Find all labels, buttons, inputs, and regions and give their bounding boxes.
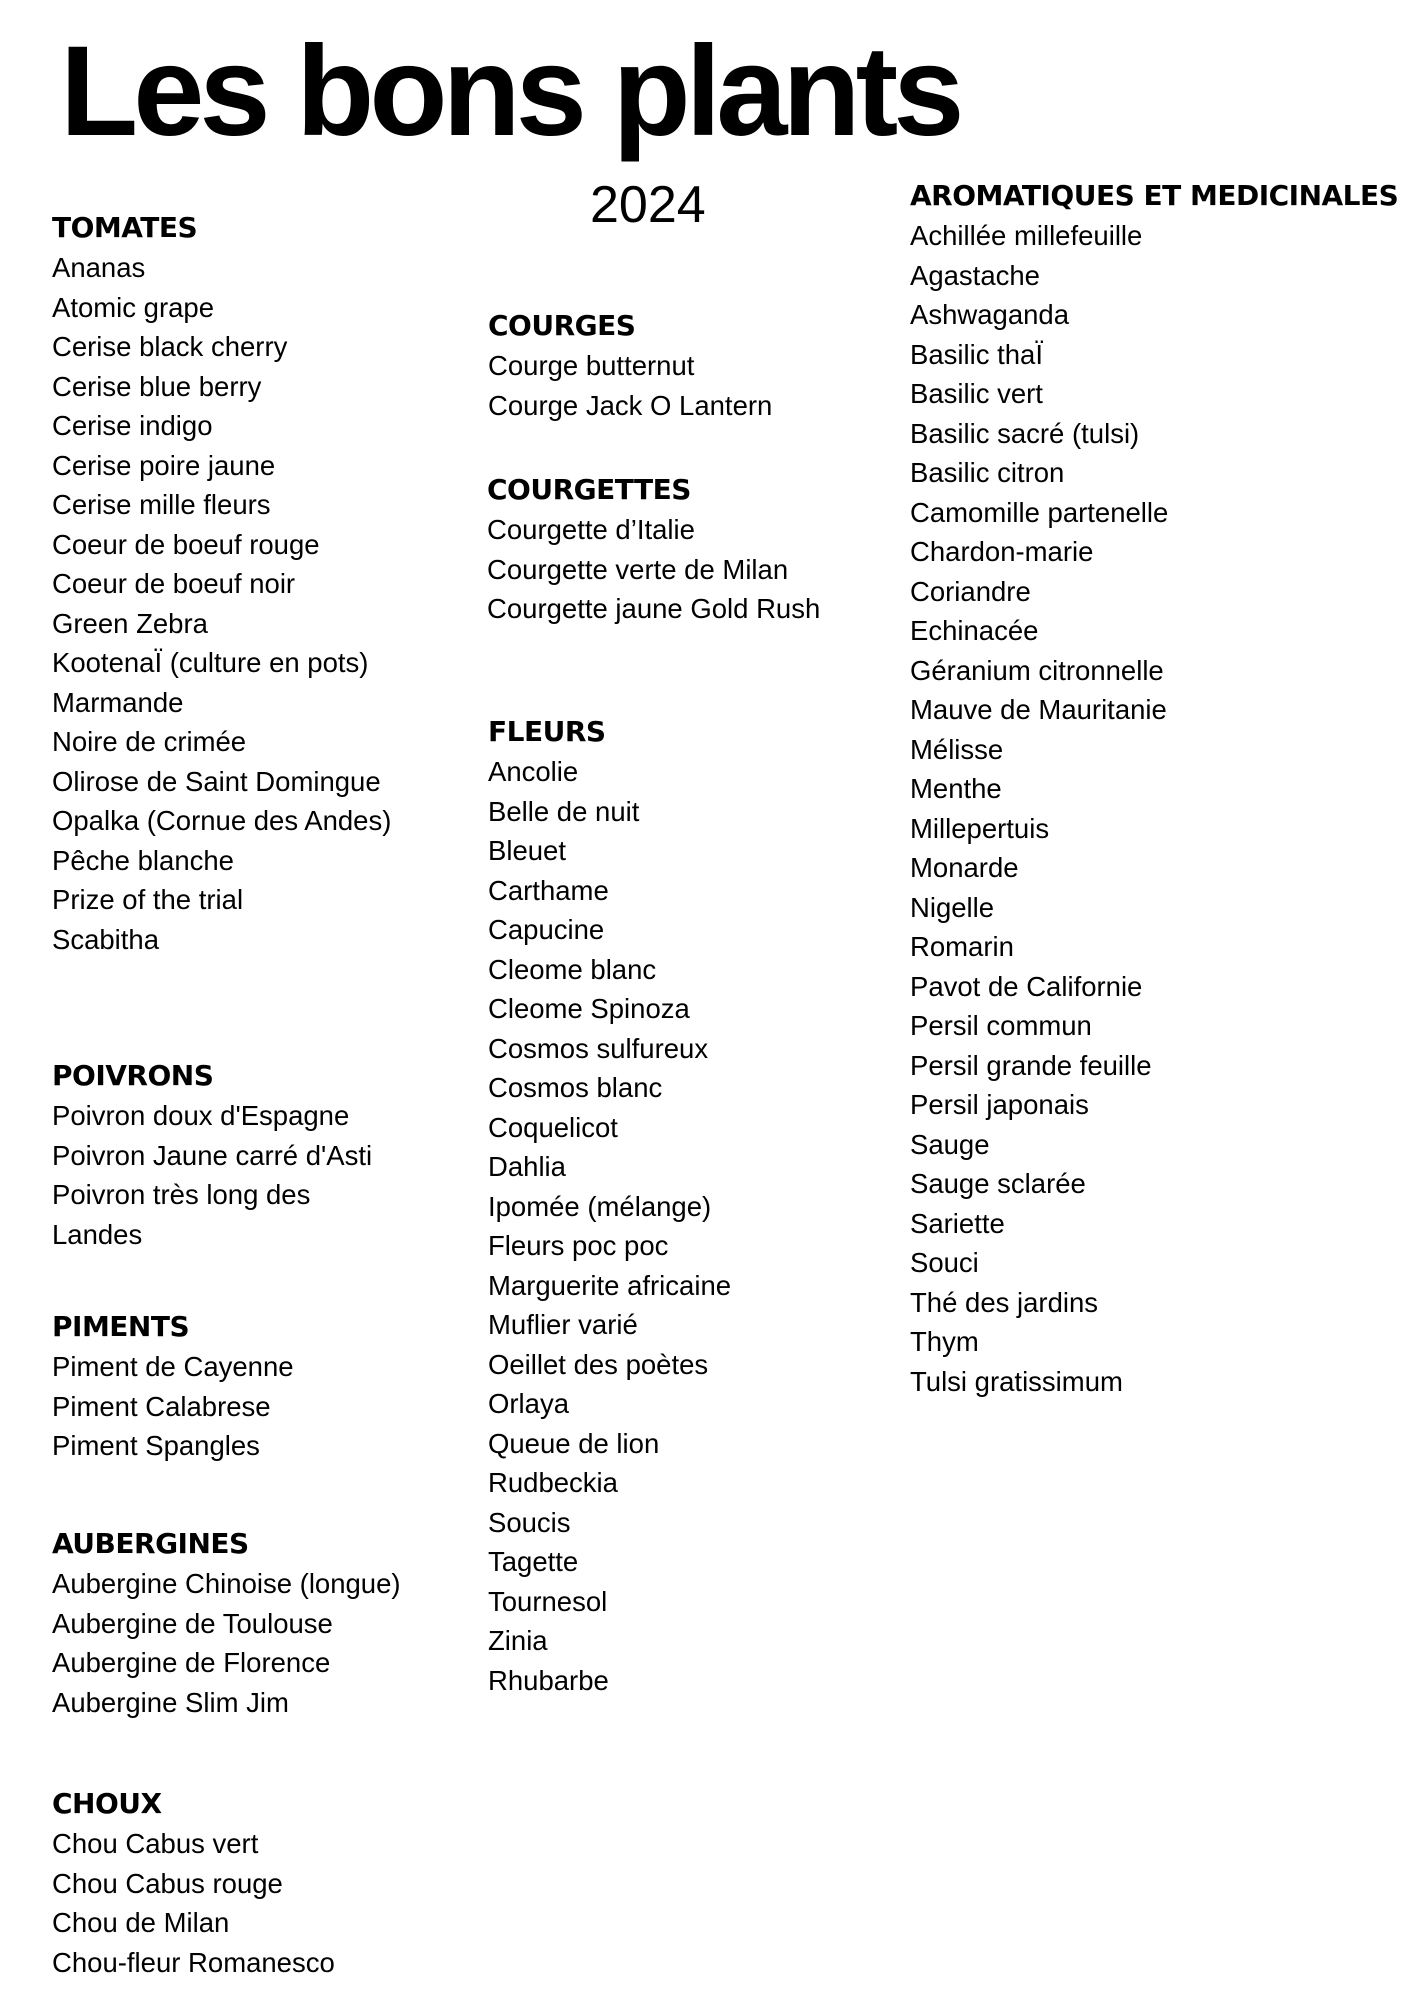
plant-list-choux (52, 1824, 335, 1982)
list-item: Capucine (488, 914, 605, 945)
list-item: Persil japonais (910, 1089, 1089, 1120)
list-item: Poivron très long des Landes (52, 1179, 311, 1250)
list-item: Oeillet des poètes (488, 1348, 709, 1380)
list-item: Prize of the trial (52, 884, 244, 915)
list-item: Coeur de boeuf rouge (52, 528, 320, 560)
list-item: Orlaya (488, 1388, 569, 1419)
list-item: Aubergine Slim Jim (52, 1686, 289, 1718)
list-item: Sauge sclarée (910, 1168, 1086, 1199)
list-item: Opalka (Cornue des Andes) (52, 805, 392, 836)
list-item: Aubergine de Florence (52, 1647, 331, 1678)
section-heading-fleurs: FLEURS (488, 715, 606, 748)
list-item: Coeur de boeuf noir (52, 568, 296, 599)
list-item: Ananas (52, 252, 146, 283)
list-item: Dahlia (488, 1151, 566, 1182)
list-item: Basilic thaÏ (910, 338, 1043, 370)
list-item: Achillée millefeuille (910, 220, 1143, 251)
list-item: Agastache (910, 259, 1040, 291)
list-item: Sauge (910, 1128, 990, 1160)
plant-list-courges (488, 346, 772, 425)
list-item: Chou de Milan (52, 1907, 230, 1938)
list-item: Ipomée (mélange) (488, 1190, 712, 1222)
list-item: Soucis (488, 1506, 571, 1538)
list-item: Aubergine Chinoise (longue) (52, 1568, 401, 1599)
list-item: Courgette verte de Milan (487, 553, 789, 585)
list-item: KootenaÏ (culture en pots) (52, 647, 369, 678)
list-item: Aubergine de Toulouse (52, 1607, 333, 1639)
year-label: 2024 (590, 176, 706, 234)
section-aromatiques (910, 176, 1398, 1401)
plant-list-courgettes (487, 510, 820, 629)
list-item: Pêche blanche (52, 844, 234, 876)
section-fleurs (488, 712, 731, 1700)
list-item: Millepertuis (910, 812, 1050, 844)
list-item: Monarde (910, 852, 1019, 883)
section-heading-courgettes: COURGETTES (487, 473, 691, 506)
list-item: Nigelle (910, 891, 995, 923)
list-item: Camomille partenelle (910, 496, 1169, 528)
list-item: Poivron Jaune carré d'Asti (52, 1139, 373, 1171)
section-heading-aubergines: AUBERGINES (52, 1527, 249, 1560)
list-item: Tournesol (488, 1585, 608, 1617)
plant-list-aubergines (52, 1564, 401, 1722)
list-item: Cerise blue berry (52, 370, 262, 402)
list-item: Coquelicot (488, 1111, 618, 1143)
list-item: Cleome Spinoza (488, 993, 690, 1024)
list-item: Basilic vert (910, 378, 1043, 409)
list-item: Cosmos sulfureux (488, 1032, 709, 1064)
list-item: Menthe (910, 773, 1002, 804)
list-item: Cosmos blanc (488, 1072, 663, 1103)
plant-list-aromatiques (910, 216, 1398, 1401)
list-item: Cerise poire jaune (52, 449, 276, 481)
list-item: Noire de crimée (52, 726, 247, 757)
list-item: Chou-fleur Romanesco (52, 1946, 335, 1978)
list-item: Géranium citronnelle (910, 654, 1164, 686)
section-heading-tomates: TOMATES (52, 211, 198, 244)
section-poivrons (52, 1056, 382, 1254)
list-item: Basilic sacré (tulsi) (910, 417, 1140, 449)
list-item: Cerise black cherry (52, 331, 288, 362)
list-item: Carthame (488, 874, 609, 906)
list-item: Bleuet (488, 835, 566, 866)
list-item: Fleurs poc poc (488, 1230, 669, 1261)
list-item: Cleome blanc (488, 953, 657, 985)
list-item: Thym (910, 1326, 979, 1357)
page-title: Les bons plants (60, 20, 960, 163)
list-item: Olirose de Saint Domingue (52, 765, 381, 797)
list-item: Atomic grape (52, 291, 215, 323)
plant-list-poivrons (52, 1096, 382, 1254)
list-item: Cerise indigo (52, 410, 213, 441)
list-item: Mauve de Mauritanie (910, 694, 1167, 725)
list-item: Chou Cabus vert (52, 1828, 259, 1859)
list-item: Thé des jardins (910, 1286, 1099, 1318)
list-item: Ancolie (488, 756, 579, 787)
plant-list-piments (52, 1347, 294, 1466)
section-aubergines (52, 1524, 401, 1722)
list-item: Pavot de Californie (910, 970, 1143, 1002)
list-item: Muflier varié (488, 1309, 638, 1340)
list-item: Marmande (52, 686, 184, 718)
list-item: Mélisse (910, 733, 1004, 765)
section-tomates (52, 208, 391, 959)
list-item: Piment de Cayenne (52, 1351, 294, 1382)
plant-list-fleurs (488, 752, 731, 1700)
section-courgettes (487, 470, 820, 629)
list-item: Basilic citron (910, 457, 1065, 488)
list-item: Queue de lion (488, 1427, 660, 1459)
list-item: Romarin (910, 931, 1014, 962)
list-item: Coriandre (910, 575, 1031, 607)
section-choux (52, 1784, 335, 1982)
section-heading-aromatiques: AROMATIQUES ET MEDICINALES (910, 179, 1399, 212)
list-item: Scabitha (52, 923, 160, 955)
list-item: Sariette (910, 1207, 1005, 1239)
list-item: Zinia (488, 1625, 548, 1656)
list-item: Courge butternut (488, 350, 695, 381)
list-item: Courgette d’Italie (487, 514, 695, 545)
list-item: Ashwaganda (910, 299, 1070, 330)
list-item: Tagette (488, 1546, 579, 1577)
list-item: Courgette jaune Gold Rush (487, 593, 821, 624)
section-heading-poivrons: POIVRONS (52, 1059, 214, 1092)
list-item: Persil commun (910, 1010, 1092, 1041)
list-item: Cerise mille fleurs (52, 489, 271, 520)
list-item: Green Zebra (52, 607, 208, 639)
list-item: Courge Jack O Lantern (488, 389, 773, 421)
list-item: Chardon-marie (910, 536, 1094, 567)
list-item: Echinacée (910, 615, 1039, 646)
list-item: Belle de nuit (488, 795, 640, 827)
list-item: Piment Spangles (52, 1430, 260, 1461)
section-courges (488, 306, 772, 425)
list-item: Persil grande feuille (910, 1049, 1152, 1081)
section-heading-choux: CHOUX (52, 1787, 162, 1820)
list-item: Chou Cabus rouge (52, 1867, 283, 1899)
list-item: Piment Calabrese (52, 1390, 271, 1422)
list-item: Rhubarbe (488, 1664, 609, 1696)
section-piments (52, 1307, 294, 1466)
list-item: Marguerite africaine (488, 1269, 732, 1301)
list-item: Poivron doux d'Espagne (52, 1100, 350, 1131)
plant-list-tomates (52, 248, 391, 959)
list-item: Souci (910, 1247, 979, 1278)
section-heading-courges: COURGES (488, 309, 636, 342)
list-item: Tulsi gratissimum (910, 1365, 1123, 1397)
list-item: Rudbeckia (488, 1467, 618, 1498)
section-heading-piments: PIMENTS (52, 1310, 190, 1343)
